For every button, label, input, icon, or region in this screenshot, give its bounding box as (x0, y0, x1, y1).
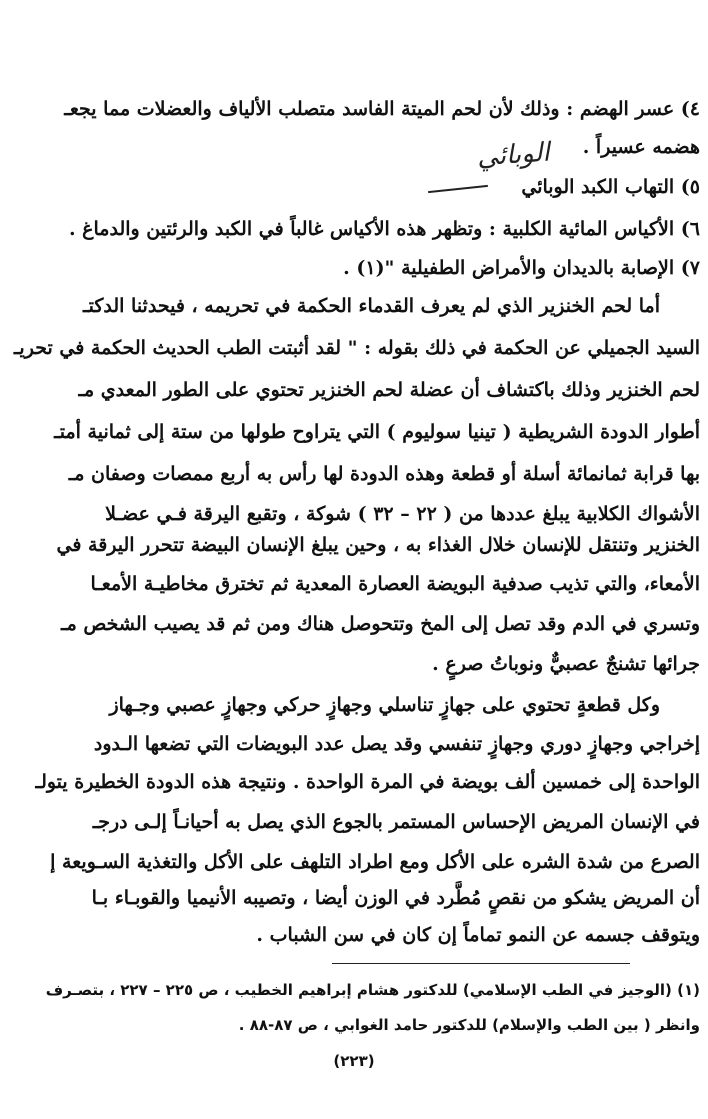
strikethrough-mark (428, 185, 488, 193)
text-line: وتسري في الدم وقد تصل إلى المخ وتتحوصل هناك ومن ثم قد يصيب الشخص مـ (61, 613, 700, 635)
text-line: الأشواك الكلابية يبلغ عددها من ( ٢٢ – ٣٢ ) شوكة ، وتقبع اليرقة فـي عضـلا (105, 503, 700, 525)
text-line: لحم الخنزير وذلك باكتشاف أن عضلة لحم الخنزير تحتوي على الطور المعدي مـ (78, 379, 700, 401)
text-line: السيد الجميلي عن الحكمة في ذلك بقوله : " لقد أثبتت الطب الحديث الحكمة في تحريـ (13, 337, 700, 359)
text-line: ٤) عسر الهضم : وذلك لأن لحم الميتة الفاسد متصلب الألياف والعضلات مما يجعـ (64, 98, 700, 120)
text-line: جرائها تشنجٌ عصبيٌّ ونوباتُ صرعٍ . (432, 653, 700, 675)
page-number: (٢٢٣) (333, 1052, 375, 1070)
text-line: ويتوقف جسمه عن النمو تماماً إن كان في سن الشباب . (256, 924, 700, 946)
text-line: بها قرابة ثمانمائة أسلة أو قطعة وهذه الدودة لها رأس به أربع ممصات وصفان مـ (68, 463, 700, 485)
text-line: أن المريض يشكو من نقصٍ مُطَّرد في الوزن أيضا ، وتصيبه الأنيميا والقوبـاء بـا (91, 887, 700, 909)
text-line: أطوار الدودة الشريطية ( تينيا سوليوم ) التي يتراوح طولها من ستة إلى ثمانية أمتـ (54, 421, 700, 443)
footnote-separator (332, 963, 630, 964)
footnote-line: وانظر ( بين الطب والإسلام) للدكتور حامد الغوابي ، ص ٨٧-٨٨ . (238, 1016, 700, 1034)
handwritten-correction: الوبائي (476, 137, 551, 173)
text-line: أما لحم الخنزير الذي لم يعرف القدماء الحكمة في تحريمه ، فيحدثنا الدكتـ (83, 295, 660, 317)
text-line: الواحدة إلى خمسين ألف بويضة في المرة الواحدة . ونتيجة هذه الدودة الخطيرة يتولـ (35, 771, 700, 793)
text-line: ٥) التهاب الكبد الوبائي (521, 176, 700, 198)
text-line: الأمعاء، والتي تذيب صدفية البويضة العصارة المعدية ثم تخترق مخاطيـة الأمعـا (90, 573, 700, 595)
text-line: ٧) الإصابة بالديدان والأمراض الطفيلية "(١) . (343, 257, 700, 279)
text-line: ٦) الأكياس المائية الكلبية : وتظهر هذه الأكياس غالباً في الكبد والرئتين والدماغ . (68, 218, 700, 240)
text-line: هضمه عسيراً . (582, 136, 700, 158)
text-line: وكل قطعةٍ تحتوي على جهازٍ تناسلي وجهازٍ حركي وجهازٍ عصبي وجـهاز (109, 694, 660, 716)
text-line: الخنزير وتنتقل للإنسان خلال الغذاء به ، وحين يبلغ الإنسان البيضة تتحرر اليرقة في (56, 534, 700, 556)
text-line: الصرع من شدة الشره على الأكل ومع اطراد التلهف على الأكل والتغذية السـويعة إ (50, 851, 700, 873)
text-line: في الإنسان المريض الإحساس المستمر بالجوع الذي يصل به أحيانـاً إلـى درجـ (92, 811, 700, 833)
footnote-line: (١) (الوجيز في الطب الإسلامي) للدكتور هشام إبراهيم الخطيب ، ص ٢٢٥ – ٢٢٧ ، بتصـرف (45, 981, 700, 999)
text-line: إخراجي وجهازٍ دوري وجهازٍ تنفسي وقد يصل عدد البويضات التي تضعها الـدود (93, 733, 700, 755)
